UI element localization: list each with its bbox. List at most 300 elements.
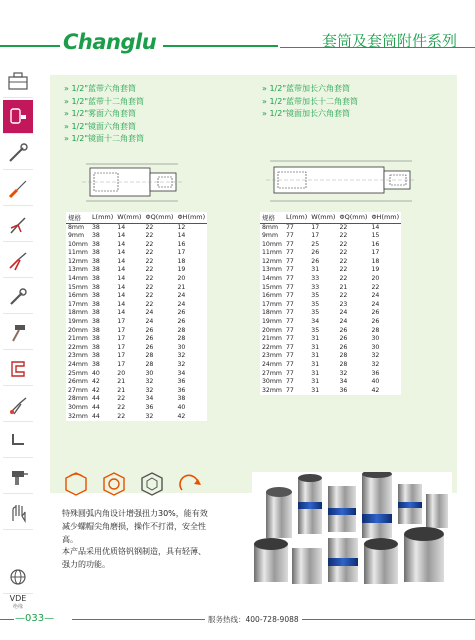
table-row	[66, 258, 207, 267]
rail-clamp-icon[interactable]	[3, 352, 33, 386]
table-cell: 14	[117, 223, 126, 231]
table-cell: 22	[145, 266, 154, 274]
rail-hexkey-icon[interactable]	[3, 424, 33, 458]
table-cell: 77	[285, 292, 294, 300]
table-row	[260, 292, 401, 301]
table-cell: 28	[177, 335, 186, 343]
table-cell: 30	[371, 343, 380, 351]
table-cell: 77	[285, 361, 294, 368]
vde-sub-label: 绝缘	[12, 604, 23, 610]
table-cell: 24	[339, 309, 348, 317]
table-cell: 31	[311, 352, 320, 360]
left-product-item: » 1/2"镜面六角套筒	[64, 121, 136, 131]
table-cell: 17	[117, 326, 126, 334]
table-cell: 22	[117, 395, 126, 403]
table-cell: 34	[339, 378, 348, 386]
col-header: 规格	[68, 213, 81, 222]
table-cell: 24	[371, 300, 380, 308]
left-product-item: » 1/2"雾面六角套筒	[64, 109, 136, 118]
table-cell: 22	[145, 232, 154, 240]
table-cell: 77	[285, 223, 294, 231]
table-cell: 16	[177, 240, 186, 248]
table-cell: 15mm	[68, 283, 88, 291]
left-product-item: » 1/2"蓝带六角套筒	[64, 84, 136, 93]
table-cell: 38	[91, 292, 100, 300]
table-cell: 20	[371, 275, 380, 283]
rail-ratchet-icon[interactable]	[3, 136, 33, 170]
table-cell: 36	[339, 386, 348, 394]
table-row	[260, 361, 401, 370]
table-cell: 26	[371, 309, 380, 317]
table-row	[260, 275, 401, 284]
table-cell: 22	[339, 240, 348, 248]
table-row	[66, 292, 207, 301]
header-rule-left	[0, 45, 60, 47]
rail-vde-badge[interactable]	[0, 594, 36, 610]
table-cell: 17	[177, 249, 186, 257]
table-cell: 26	[311, 257, 320, 265]
rail-snips-icon[interactable]	[3, 388, 33, 422]
left-product-item: » 1/2"蓝带十二角套筒	[64, 96, 144, 106]
table-cell: 77	[285, 378, 294, 386]
table-cell: 77	[285, 335, 294, 343]
table-cell: 26	[339, 326, 348, 334]
footer-rule-left	[0, 619, 14, 620]
table-cell: 24	[177, 292, 186, 300]
col-header: L(mm)	[285, 213, 308, 222]
table-cell: 77	[285, 283, 294, 291]
table-row	[260, 241, 401, 250]
table-cell: 18	[177, 257, 186, 265]
table-cell: 24	[339, 318, 348, 326]
table-cell: 38	[91, 326, 100, 334]
socket-product-photo	[252, 472, 452, 590]
right-product-list	[262, 83, 452, 121]
table-cell: 31	[311, 378, 320, 386]
table-cell: 17	[117, 352, 126, 360]
table-cell: 22	[339, 257, 348, 265]
col-header: ΦH(mm)	[371, 213, 400, 222]
rail-cutter-icon[interactable]	[3, 244, 33, 278]
table-cell: 26	[177, 309, 186, 317]
table-cell: 38	[91, 283, 100, 291]
table-cell: 38	[91, 232, 100, 240]
table-cell: 17	[371, 249, 380, 257]
table-cell: 44	[91, 403, 100, 411]
table-cell: 13mm	[68, 266, 88, 274]
table-row	[66, 378, 207, 387]
table-cell: 21	[177, 283, 186, 291]
table-cell: 22mm	[68, 343, 88, 351]
table-cell: 14mm	[262, 275, 282, 283]
table-row	[260, 309, 401, 318]
left-socket-diagram	[78, 154, 188, 206]
table-row	[260, 301, 401, 310]
table-cell: 14	[117, 232, 126, 240]
table-row	[260, 232, 401, 241]
table-cell: 24	[177, 300, 186, 308]
table-cell: 31	[311, 361, 320, 368]
table-cell: 32	[145, 386, 154, 394]
table-cell: 8mm	[262, 223, 278, 231]
service-hotline: 服务热线：400-728-9088	[205, 614, 302, 625]
table-row	[66, 352, 207, 361]
table-cell: 77	[285, 343, 294, 351]
table-row	[66, 413, 207, 422]
table-cell: 14	[117, 240, 126, 248]
table-row	[66, 335, 207, 344]
table-cell: 22	[145, 292, 154, 300]
table-cell: 32	[177, 361, 186, 368]
arc-grip-icon	[66, 473, 86, 495]
rail-screwdriver-icon[interactable]	[3, 172, 33, 206]
table-cell: 32	[145, 378, 154, 386]
table-cell: 36	[177, 386, 186, 394]
rail-globe-icon[interactable]	[3, 560, 33, 594]
table-cell: 28	[339, 361, 348, 368]
table-cell: 10mm	[262, 240, 282, 248]
table-cell: 19mm	[68, 318, 88, 326]
torque-icon	[104, 473, 124, 495]
table-cell: 10mm	[68, 240, 88, 248]
table-cell: 32	[339, 369, 348, 377]
table-cell: 14	[117, 275, 126, 283]
table-cell: 22	[339, 292, 348, 300]
table-cell: 17mm	[262, 300, 282, 308]
table-cell: 14mm	[68, 275, 88, 283]
rotate-arrow-icon	[180, 475, 201, 490]
table-row	[260, 370, 401, 379]
table-cell: 32	[371, 361, 380, 368]
table-cell: 14	[371, 223, 380, 231]
table-row	[66, 361, 207, 370]
table-cell: 9mm	[68, 232, 84, 240]
table-cell: 38	[91, 318, 100, 326]
table-cell: 14	[117, 292, 126, 300]
table-cell: 26	[145, 335, 154, 343]
table-cell: 38	[91, 361, 100, 368]
feature-icons	[62, 470, 212, 498]
table-cell: 26	[145, 326, 154, 334]
table-cell: 33	[311, 283, 320, 291]
table-cell: 31	[311, 386, 320, 394]
table-cell: 12mm	[262, 257, 282, 265]
right-socket-diagram	[262, 153, 422, 207]
table-row	[260, 266, 401, 275]
table-cell: 24	[145, 309, 154, 317]
table-cell: 38	[91, 335, 100, 343]
table-row	[66, 395, 207, 404]
col-header: W(mm)	[311, 213, 336, 222]
table-row	[260, 223, 401, 232]
table-row	[66, 266, 207, 275]
table-cell: 77	[285, 352, 294, 360]
table-cell: 22	[145, 300, 154, 308]
table-cell: 13mm	[262, 266, 282, 274]
table-cell: 18mm	[262, 309, 282, 317]
category-rail	[0, 60, 36, 610]
table-cell: 35	[311, 300, 320, 308]
table-cell: 34	[311, 318, 320, 326]
table-row	[260, 352, 401, 361]
table-cell: 34	[177, 369, 186, 377]
table-cell: 38	[91, 343, 100, 351]
table-cell: 38	[91, 275, 100, 283]
table-cell: 35	[311, 309, 320, 317]
table-cell: 26	[311, 249, 320, 257]
table-cell: 77	[285, 318, 294, 326]
table-cell: 32	[371, 352, 380, 360]
table-cell: 36	[177, 378, 186, 386]
table-cell: 22mm	[262, 343, 282, 351]
table-cell: 23mm	[262, 352, 282, 360]
col-header: L(mm)	[91, 213, 114, 222]
table-cell: 77	[285, 326, 294, 334]
table-cell: 40	[91, 369, 100, 377]
vde-label: VDE	[9, 594, 27, 603]
table-row	[66, 309, 207, 318]
table-cell: 28	[339, 352, 348, 360]
table-cell: 42	[177, 412, 186, 420]
table-cell: 77	[285, 275, 294, 283]
table-cell: 24mm	[68, 361, 88, 368]
table-cell: 30	[371, 335, 380, 343]
table-cell: 40	[177, 403, 186, 411]
table-cell: 22	[371, 283, 380, 291]
table-cell: 26mm	[68, 378, 88, 386]
table-cell: 38	[91, 240, 100, 248]
table-cell: 12	[177, 223, 186, 231]
table-header-row	[66, 212, 207, 223]
table-cell: 22	[145, 275, 154, 283]
table-cell: 12mm	[68, 257, 88, 265]
table-cell: 42	[91, 378, 100, 386]
table-cell: 22	[339, 249, 348, 257]
table-cell: 24	[145, 318, 154, 326]
table-cell: 31	[311, 369, 320, 377]
table-cell: 25	[311, 240, 320, 248]
table-cell: 24mm	[262, 361, 282, 368]
table-cell: 26	[339, 343, 348, 351]
table-row	[260, 284, 401, 293]
col-header: ΦQ(mm)	[145, 213, 174, 222]
col-header: ΦQ(mm)	[339, 213, 368, 222]
table-row	[66, 344, 207, 353]
page-title: 套筒及套筒附件系列	[321, 32, 457, 50]
table-row	[260, 335, 401, 344]
table-cell: 31	[311, 266, 320, 274]
page-number: —033—	[15, 613, 55, 624]
table-row	[260, 249, 401, 258]
rail-gloves-icon[interactable]	[3, 496, 33, 530]
product-panel	[50, 75, 457, 493]
table-cell: 21	[117, 386, 126, 394]
table-cell: 14	[117, 300, 126, 308]
table-cell: 17	[311, 232, 320, 240]
table-cell: 42	[91, 386, 100, 394]
table-cell: 27mm	[68, 386, 88, 394]
col-header: ΦH(mm)	[177, 213, 206, 222]
table-row	[66, 275, 207, 284]
table-cell: 32	[177, 352, 186, 360]
table-cell: 18	[371, 257, 380, 265]
brand-logo: Changlu	[63, 30, 157, 54]
table-cell: 31	[311, 343, 320, 351]
rail-drill-icon[interactable]	[3, 460, 33, 494]
table-row	[260, 258, 401, 267]
table-cell: 44	[91, 412, 100, 420]
table-cell: 9mm	[262, 232, 278, 240]
right-product-item: » 1/2"镜面加长六角套筒	[262, 109, 350, 118]
table-cell: 17	[117, 343, 126, 351]
table-cell: 16mm	[262, 292, 282, 300]
rail-socket-icon[interactable]	[3, 100, 33, 134]
header-rule-mid	[163, 45, 278, 47]
table-cell: 38	[91, 266, 100, 274]
table-row	[260, 318, 401, 327]
table-cell: 22	[145, 249, 154, 257]
table-row	[66, 301, 207, 310]
table-cell: 19	[177, 266, 186, 274]
table-header-row	[260, 212, 401, 223]
table-cell: 77	[285, 266, 294, 274]
table-cell: 19mm	[262, 318, 282, 326]
left-product-list	[64, 83, 254, 146]
table-cell: 26	[371, 318, 380, 326]
table-cell: 38	[91, 300, 100, 308]
table-row	[260, 387, 401, 396]
table-cell: 77	[285, 232, 294, 240]
table-cell: 14	[177, 232, 186, 240]
table-cell: 38	[91, 223, 100, 231]
table-cell: 77	[285, 249, 294, 257]
table-cell: 14	[117, 266, 126, 274]
table-cell: 26	[145, 343, 154, 351]
table-cell: 8mm	[68, 223, 84, 231]
table-row	[260, 344, 401, 353]
table-cell: 77	[285, 386, 294, 394]
rail-toolbox-icon[interactable]	[3, 64, 33, 98]
table-cell: 26	[177, 318, 186, 326]
table-cell: 30mm	[68, 403, 88, 411]
table-cell: 14	[117, 257, 126, 265]
table-cell: 38	[91, 352, 100, 360]
table-cell: 33	[311, 275, 320, 283]
table-cell: 21mm	[68, 335, 88, 343]
table-cell: 20mm	[68, 326, 88, 334]
table-cell: 19	[371, 266, 380, 274]
table-cell: 36	[145, 403, 154, 411]
table-cell: 14	[117, 309, 126, 317]
table-row	[66, 284, 207, 293]
table-cell: 16mm	[68, 292, 88, 300]
table-cell: 18mm	[68, 309, 88, 317]
table-cell: 11mm	[68, 249, 88, 257]
table-cell: 22	[339, 232, 348, 240]
table-row	[66, 232, 207, 241]
table-row	[66, 404, 207, 413]
right-spec-table	[260, 212, 401, 395]
table-cell: 31	[311, 335, 320, 343]
description-text-1: 特殊圆弧内角设计增强扭力30%，能有效减少螺帽尖角磨损，操作不打滑，安全性高。	[62, 509, 208, 544]
table-row	[260, 327, 401, 336]
rail-hammer-icon[interactable]	[3, 316, 33, 350]
table-cell: 24	[371, 292, 380, 300]
table-cell: 40	[371, 378, 380, 386]
table-cell: 35	[311, 292, 320, 300]
table-cell: 27mm	[262, 369, 282, 377]
table-cell: 21	[117, 378, 126, 386]
col-header: 规格	[262, 213, 275, 222]
table-cell: 28	[145, 352, 154, 360]
table-cell: 17	[117, 318, 126, 326]
table-cell: 22	[339, 275, 348, 283]
table-cell: 28	[145, 361, 154, 368]
table-cell: 22	[145, 283, 154, 291]
col-header: W(mm)	[117, 213, 142, 222]
table-cell: 20	[117, 369, 126, 377]
left-product-item: » 1/2"镜面十二角套筒	[64, 134, 144, 143]
rail-wrench-icon[interactable]	[3, 280, 33, 314]
table-cell: 38	[91, 249, 100, 257]
table-cell: 17	[311, 223, 320, 231]
table-cell: 14	[117, 283, 126, 291]
table-cell: 14	[117, 249, 126, 257]
table-row	[66, 249, 207, 258]
description-text-2: 本产品采用优质铬钒钢制造，具有轻薄、强力的功能。	[62, 547, 206, 569]
table-row	[260, 378, 401, 387]
table-cell: 16	[371, 240, 380, 248]
table-cell: 21mm	[262, 335, 282, 343]
table-cell: 38	[177, 395, 186, 403]
left-spec-table	[66, 212, 207, 421]
table-cell: 34	[145, 395, 154, 403]
table-cell: 32mm	[68, 412, 88, 420]
table-cell: 35	[311, 326, 320, 334]
table-cell: 32	[145, 412, 154, 420]
table-cell: 15	[371, 232, 380, 240]
table-cell: 77	[285, 369, 294, 377]
table-cell: 21	[339, 283, 348, 291]
table-cell: 25mm	[68, 369, 88, 377]
table-cell: 36	[371, 369, 380, 377]
table-cell: 23	[339, 300, 348, 308]
table-cell: 22	[117, 403, 126, 411]
table-cell: 17	[117, 335, 126, 343]
table-row	[66, 318, 207, 327]
right-product-item: » 1/2"蓝带加长十二角套筒	[262, 96, 358, 106]
table-cell: 32mm	[262, 386, 282, 394]
right-product-item: » 1/2"蓝带加长六角套筒	[262, 84, 350, 93]
table-cell: 30mm	[262, 378, 282, 386]
table-row	[66, 327, 207, 336]
table-cell: 22	[145, 223, 154, 231]
table-cell: 26	[339, 335, 348, 343]
table-cell: 38	[91, 309, 100, 317]
table-cell: 42	[371, 386, 380, 394]
table-cell: 17mm	[68, 300, 88, 308]
table-cell: 77	[285, 309, 294, 317]
table-cell: 22	[145, 240, 154, 248]
table-cell: 28mm	[68, 395, 88, 403]
table-cell: 22	[339, 266, 348, 274]
rail-pliers-icon[interactable]	[3, 208, 33, 242]
table-cell: 28	[371, 326, 380, 334]
table-cell: 11mm	[262, 249, 282, 257]
table-cell: 30	[177, 343, 186, 351]
table-cell: 77	[285, 257, 294, 265]
table-cell: 44	[91, 395, 100, 403]
